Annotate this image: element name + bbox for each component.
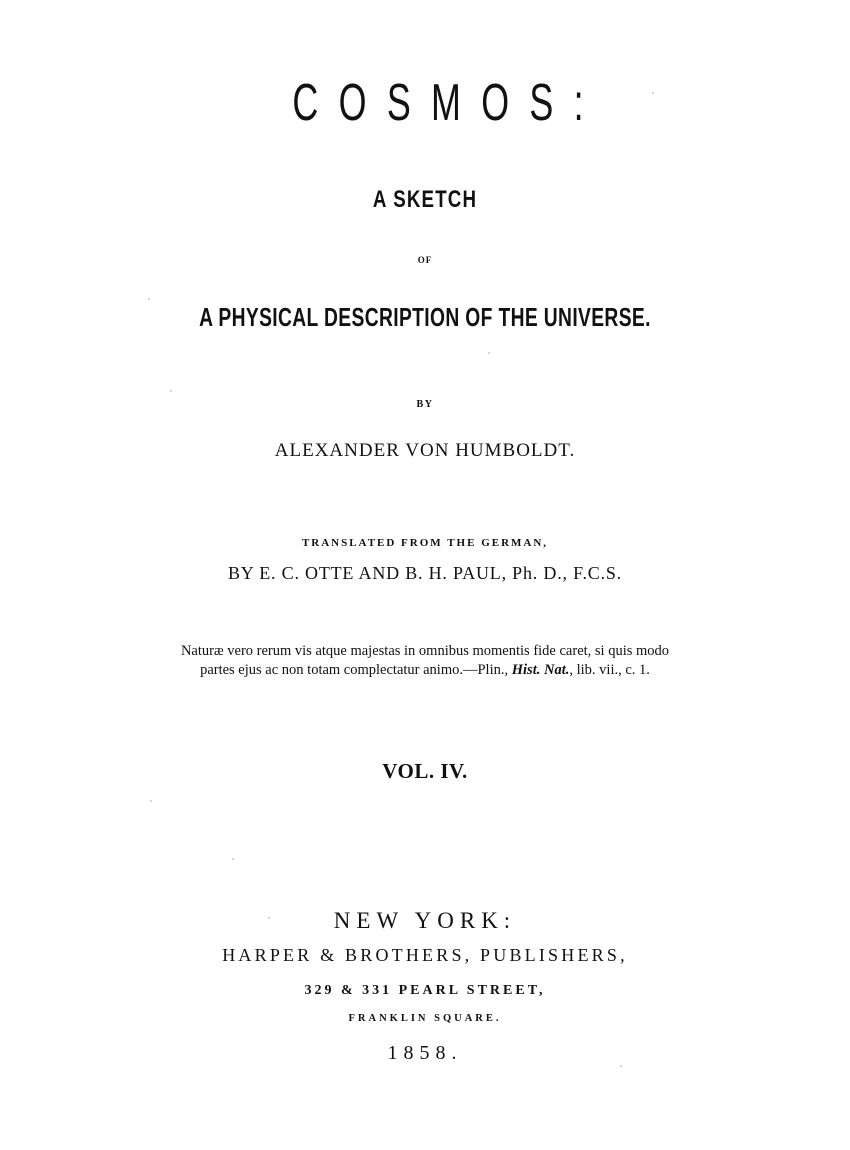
translated-from-label: TRANSLATED FROM THE GERMAN, [301, 537, 549, 549]
paper-speck [268, 917, 270, 919]
epigraph-work-title: Hist. Nat. [511, 662, 570, 678]
subtitle-line-1: A SKETCH [372, 186, 478, 213]
imprint-square: FRANKLIN SQUARE. [348, 1013, 502, 1024]
imprint-publisher: HARPER & BROTHERS, PUBLISHERS, [222, 945, 628, 965]
paper-speck [232, 858, 234, 860]
epigraph-line-2-end: , lib. vii., c. 1. [569, 662, 650, 678]
subtitle-line-2: A PHYSICAL DESCRIPTION OF THE UNIVERSE. [199, 302, 651, 332]
author-name: ALEXANDER VON HUMBOLDT. [274, 440, 576, 461]
volume-number: VOL. IV. [382, 759, 468, 783]
imprint-city: NEW YORK: [333, 908, 517, 933]
paper-speck [652, 92, 654, 94]
book-title: COSMOS: [292, 73, 604, 132]
paper-speck [148, 298, 150, 300]
translators: BY E. C. OTTE AND B. H. PAUL, Ph. D., F.C.S. [228, 563, 622, 583]
imprint-address: 329 & 331 PEARL STREET, [304, 983, 546, 998]
imprint-year: 1858. [387, 1042, 463, 1064]
subtitle-of: OF [417, 255, 433, 265]
paper-speck [150, 800, 152, 802]
paper-speck [488, 352, 490, 354]
epigraph-line-2-start: partes ejus ac non totam complectatur animo.—Plin., [200, 662, 512, 678]
paper-speck [620, 1065, 622, 1067]
epigraph-line-2 [0, 662, 850, 679]
paper-speck [170, 390, 172, 392]
by-label: BY [416, 399, 434, 410]
epigraph-line-1: Naturæ vero rerum vis atque majestas in omnibus momentis fide caret, si quis modo [180, 643, 670, 659]
